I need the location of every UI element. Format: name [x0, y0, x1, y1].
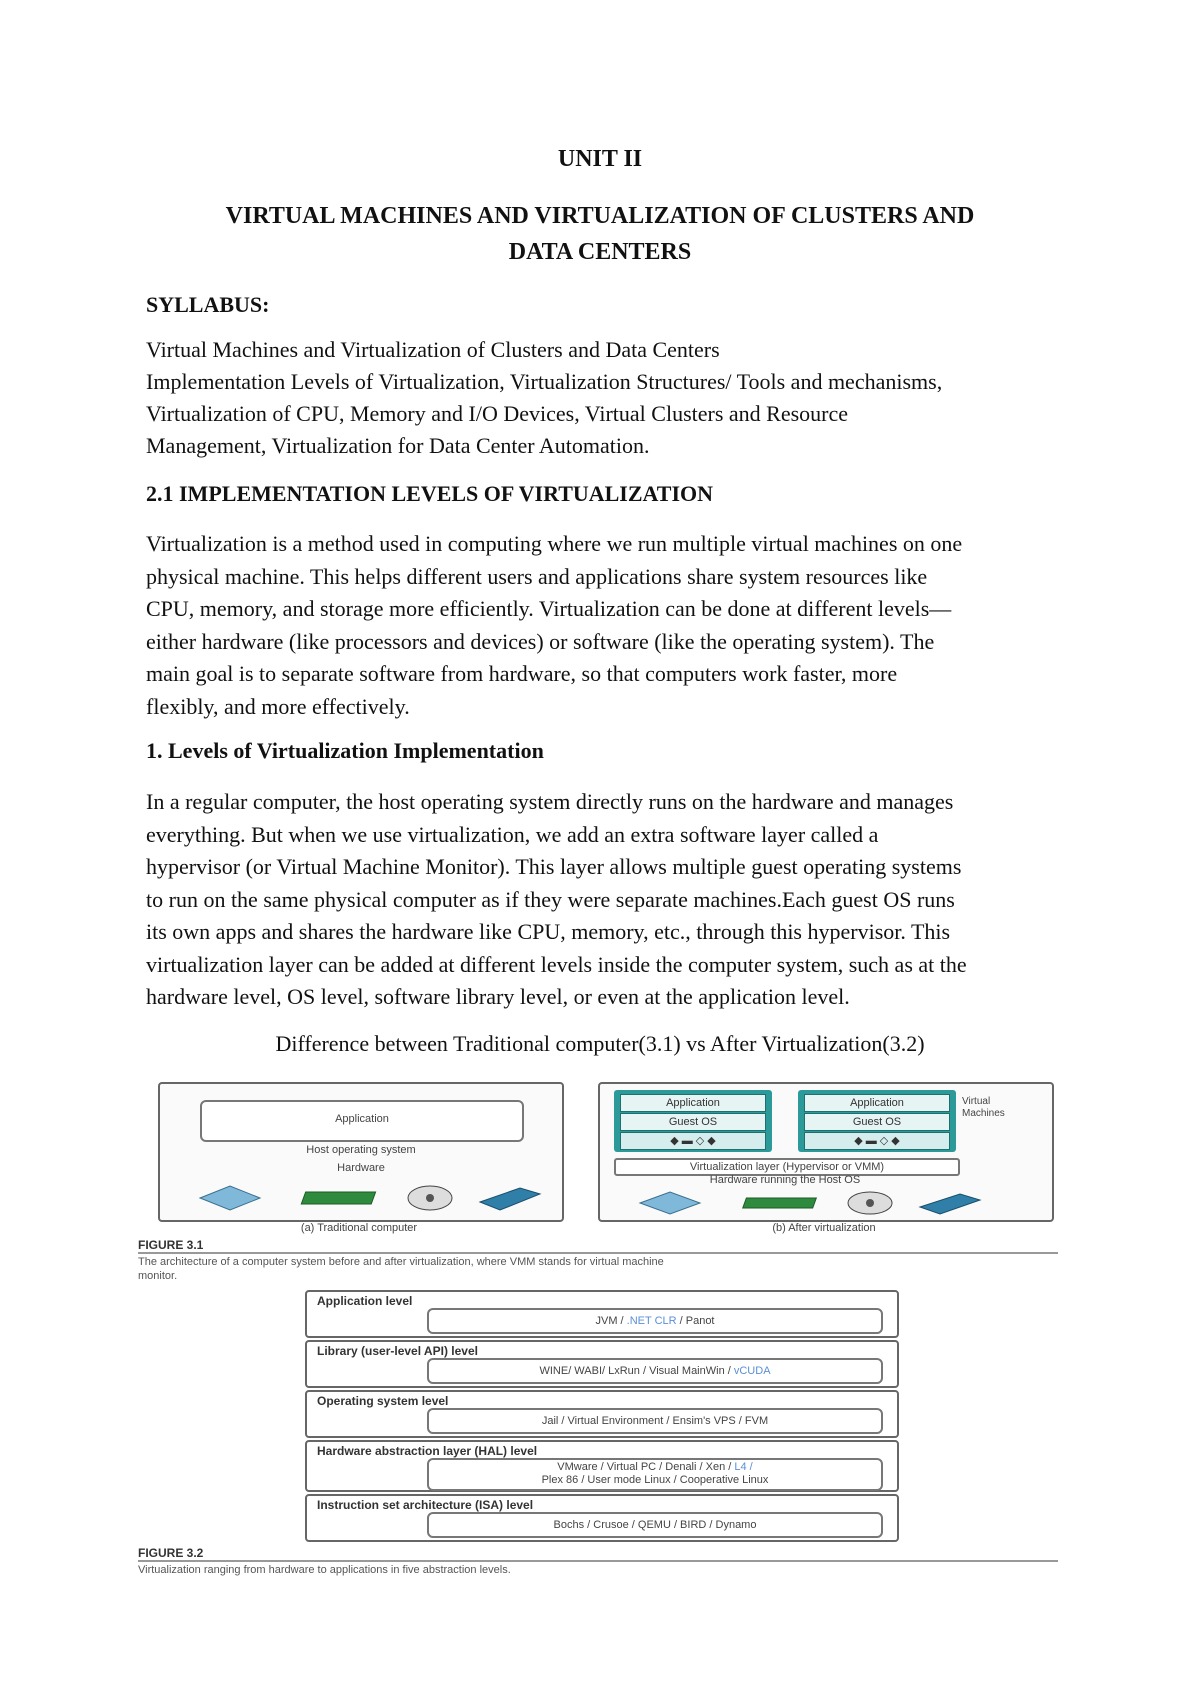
figure-3-1-label: FIGURE 3.1: [138, 1238, 204, 1252]
vm-hardware-icons: ◆ ▬ ◇ ◆: [620, 1132, 766, 1150]
hardware-host-os-label: Hardware running the Host OS: [709, 1174, 861, 1186]
vmm-layer-box: Virtualization layer (Hypervisor or VMM): [614, 1158, 960, 1176]
figure-3-1: [140, 1072, 1060, 1262]
level-examples: [427, 1358, 883, 1384]
level-examples: Jail / Virtual Environment / Ensim's VPS / FVM: [427, 1408, 883, 1434]
level-library: [305, 1340, 899, 1388]
cpu-chip-icon: [200, 1186, 260, 1210]
subsection-paragraph: [146, 786, 1086, 1014]
figure-rule: [138, 1560, 1058, 1562]
level-examples: [427, 1458, 883, 1491]
hardware-icons: [190, 1180, 550, 1216]
cpu-chip-icon: [640, 1192, 700, 1214]
vm-application: Application: [804, 1094, 950, 1112]
hardware-label: Hardware: [337, 1162, 385, 1174]
paragraph-line: hypervisor (or Virtual Machine Monitor). This layer allows multiple guest operating systems: [146, 854, 962, 879]
syllabus-line: Implementation Levels of Virtualization, Virtualization Structures/ Tools and mechanisms,: [146, 369, 943, 394]
paragraph-line: main goal is to separate software from hardware, so that computers work faster, more: [146, 661, 898, 686]
vm-hardware-icons: ◆ ▬ ◇ ◆: [804, 1132, 950, 1150]
syllabus-text: [146, 334, 1086, 462]
side-label-2: Machines: [962, 1108, 1005, 1119]
vm-application: Application: [620, 1094, 766, 1112]
example-line-2: Plex 86 / User mode Linux / Cooperative Linux: [541, 1474, 769, 1486]
paragraph-line: Virtualization is a method used in computing where we run multiple virtual machines on one: [146, 531, 963, 556]
memory-stick-icon: [743, 1198, 817, 1208]
level-examples: Bochs / Crusoe / QEMU / BIRD / Dynamo: [427, 1512, 883, 1538]
paragraph-line: to run on the same physical computer as if they were separate machines.Each guest OS runs: [146, 886, 955, 912]
level-examples: [427, 1308, 883, 1334]
virtual-machines-side-label: [962, 1096, 1005, 1120]
vm-guest-os: Guest OS: [620, 1113, 766, 1131]
example-text: VMware / Virtual PC / Denali / Xen /: [557, 1461, 735, 1473]
virtual-machine-1: [614, 1090, 772, 1152]
title-line-2: DATA CENTERS: [508, 239, 692, 265]
figure-3-2-label: FIGURE 3.2: [138, 1546, 204, 1560]
application-box: Application: [200, 1100, 524, 1142]
unit-heading: UNIT II: [557, 146, 643, 172]
example-text: / Panot: [676, 1315, 715, 1327]
figure-3-2-text: Virtualization ranging from hardware to applications in five abstraction levels.: [138, 1564, 511, 1576]
level-title: Library (user-level API) level: [317, 1344, 478, 1358]
paragraph-line: flexibly, and more effectively.: [146, 693, 410, 719]
virtual-machine-2: [798, 1090, 956, 1152]
example-text-highlight: L4 /: [734, 1461, 753, 1473]
syllabus-line: Virtual Machines and Virtualization of Clusters and Data Centers: [146, 337, 720, 362]
level-operating-system: [305, 1390, 899, 1438]
paragraph-line: physical machine. This helps different users and applications share system resources like: [146, 563, 928, 589]
level-title: Hardware abstraction layer (HAL) level: [317, 1444, 538, 1458]
figure-rule: [138, 1252, 1058, 1254]
memory-stick-icon: [301, 1192, 375, 1204]
level-isa: [305, 1494, 899, 1542]
virtualized-computer-diagram: [598, 1082, 1054, 1222]
document-title: [120, 198, 1080, 270]
network-card-icon: [480, 1188, 540, 1210]
example-text-highlight: .NET CLR: [626, 1315, 677, 1327]
syllabus-line: Virtualization of CPU, Memory and I/O Devices, Virtual Clusters and Resource: [146, 401, 849, 426]
section-heading: 2.1 IMPLEMENTATION LEVELS OF VIRTUALIZATION: [146, 481, 714, 506]
level-title: Operating system level: [317, 1394, 449, 1408]
virtualized-caption: (b) After virtualization: [772, 1222, 876, 1234]
paragraph-line: In a regular computer, the host operating system directly runs on the hardware and manages: [146, 789, 954, 814]
section-paragraph: [146, 528, 1076, 723]
network-card-icon: [920, 1194, 980, 1214]
example-text: JVM /: [595, 1315, 627, 1327]
figure-3-1-text-line-2: monitor.: [138, 1270, 178, 1282]
paragraph-line: hardware level, OS level, software library level, or even at the application level.: [146, 984, 850, 1009]
traditional-computer-diagram: [158, 1082, 564, 1222]
level-title: Instruction set architecture (ISA) level: [317, 1498, 534, 1512]
subsection-heading: 1. Levels of Virtualization Implementation: [146, 738, 544, 763]
host-os-label: Host operating system: [306, 1144, 416, 1156]
example-text: WINE/ WABI/ LxRun / Visual MainWin /: [539, 1365, 734, 1377]
paragraph-line: everything. But when we use virtualization, we add an extra software layer called a: [146, 821, 879, 847]
example-text-highlight: vCUDA: [733, 1365, 771, 1377]
paragraph-line: CPU, memory, and storage more efficiently. Virtualization can be done at different levels—: [146, 596, 952, 621]
side-label-1: Virtual: [962, 1096, 991, 1107]
traditional-caption: (a) Traditional computer: [300, 1222, 418, 1234]
paragraph-line: its own apps and shares the hardware like CPU, memory, etc., through this hypervisor. This: [146, 919, 951, 944]
syllabus-line: Management, Virtualization for Data Center Automation.: [146, 433, 650, 458]
level-hal: [305, 1440, 899, 1492]
figure-caption: Difference between Traditional computer(3.1) vs After Virtualization(3.2): [275, 1031, 925, 1056]
figure-3-1-text-line-1: The architecture of a computer system before and after virtualization, where VMM stands for virtual machine: [138, 1256, 664, 1268]
level-application: [305, 1290, 899, 1338]
vm-guest-os: Guest OS: [804, 1113, 950, 1131]
title-line-1: VIRTUAL MACHINES AND VIRTUALIZATION OF CLUSTERS AND: [225, 203, 975, 229]
paragraph-line: either hardware (like processors and devices) or software (like the operating system). The: [146, 628, 935, 654]
syllabus-label: SYLLABUS:: [146, 292, 270, 317]
hardware-icons: [630, 1188, 990, 1218]
paragraph-line: virtualization layer can be added at different levels inside the computer system, such as at the: [146, 951, 967, 977]
level-title: Application level: [317, 1294, 413, 1308]
example-line-1: [429, 1461, 881, 1474]
